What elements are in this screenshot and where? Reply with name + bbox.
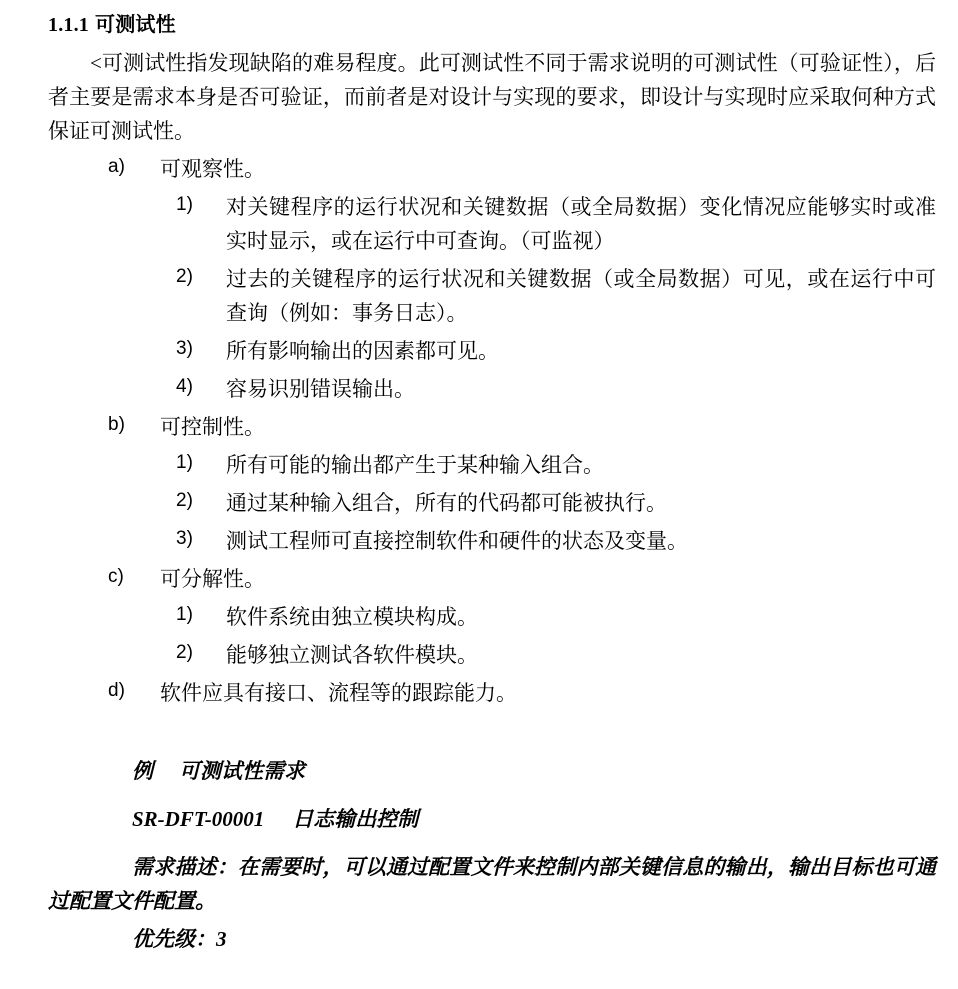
- list-text: 可分解性。: [160, 567, 265, 592]
- list-item: [48, 262, 936, 330]
- list-item: [48, 524, 936, 558]
- list-item: [48, 410, 936, 444]
- list-text: 通过某种输入组合，所有的代码都可能被执行。: [226, 491, 667, 516]
- list-item: [48, 600, 936, 634]
- list-text: 可观察性。: [160, 157, 265, 182]
- example-label: 例: [132, 759, 153, 784]
- list-marker: c): [108, 566, 124, 588]
- list-text: 对关键程序的运行状况和关键数据（或全局数据）变化情况应能够实时或准实时显示，或在运行中可查询。（可监视）: [226, 195, 936, 254]
- requirement-name: 日志输出控制: [292, 807, 419, 832]
- list-marker: d): [108, 680, 125, 702]
- example-heading: [48, 754, 936, 788]
- list-marker: 2): [176, 490, 193, 512]
- list-text: 所有影响输出的因素都可见。: [226, 339, 499, 364]
- intro-paragraph: <可测试性指发现缺陷的难易程度。此可测试性不同于需求说明的可测试性（可验证性），后者主要是需求本身是否可验证，而前者是对设计与实现的要求，即设计与实现时应采取何种方式保证可测试性。: [48, 51, 936, 144]
- list-item: [48, 334, 936, 368]
- list-marker: a): [108, 156, 125, 178]
- list-marker: 4): [176, 376, 193, 398]
- list-item: [48, 190, 936, 258]
- vertical-spacer: [48, 710, 936, 754]
- list-item: [48, 638, 936, 672]
- requirement-description: 需求描述：在需要时，可以通过配置文件来控制内部关键信息的输出，输出目标也可通过配置文件配置。: [48, 855, 936, 914]
- list-text: 测试工程师可直接控制软件和硬件的状态及变量。: [226, 529, 688, 554]
- list-marker: 1): [176, 194, 193, 216]
- list-item: [48, 372, 936, 406]
- list-text: 可控制性。: [160, 415, 265, 440]
- list-marker: 3): [176, 528, 193, 550]
- list-text: 容易识别错误输出。: [226, 377, 415, 402]
- list-text: 能够独立测试各软件模块。: [226, 643, 478, 668]
- requirement-id: SR-DFT-00001: [132, 807, 265, 832]
- list-marker: 3): [176, 338, 193, 360]
- list-marker: b): [108, 414, 125, 436]
- list-item: [48, 486, 936, 520]
- requirement-priority: 优先级：3: [132, 927, 227, 952]
- list-text: 所有可能的输出都产生于某种输入组合。: [226, 453, 604, 478]
- list-item: [48, 152, 936, 186]
- list-item: [48, 562, 936, 596]
- list-marker: 2): [176, 642, 193, 664]
- list-item: [48, 676, 936, 710]
- list-text: 软件应具有接口、流程等的跟踪能力。: [160, 681, 517, 706]
- list-marker: 1): [176, 604, 193, 626]
- list-marker: 2): [176, 266, 193, 288]
- requirement-identifier: [48, 802, 936, 836]
- example-title-text: 可测试性需求: [179, 759, 305, 784]
- list-item: [48, 448, 936, 482]
- list-marker: 1): [176, 452, 193, 474]
- list-text: 过去的关键程序的运行状况和关键数据（或全局数据）可见，或在运行中可查询（例如：事务日志）。: [226, 267, 936, 326]
- section-title: 可测试性: [95, 14, 176, 36]
- section-heading: [48, 10, 936, 40]
- section-number: 1.1.1: [48, 14, 89, 36]
- list-text: 软件系统由独立模块构成。: [226, 605, 478, 630]
